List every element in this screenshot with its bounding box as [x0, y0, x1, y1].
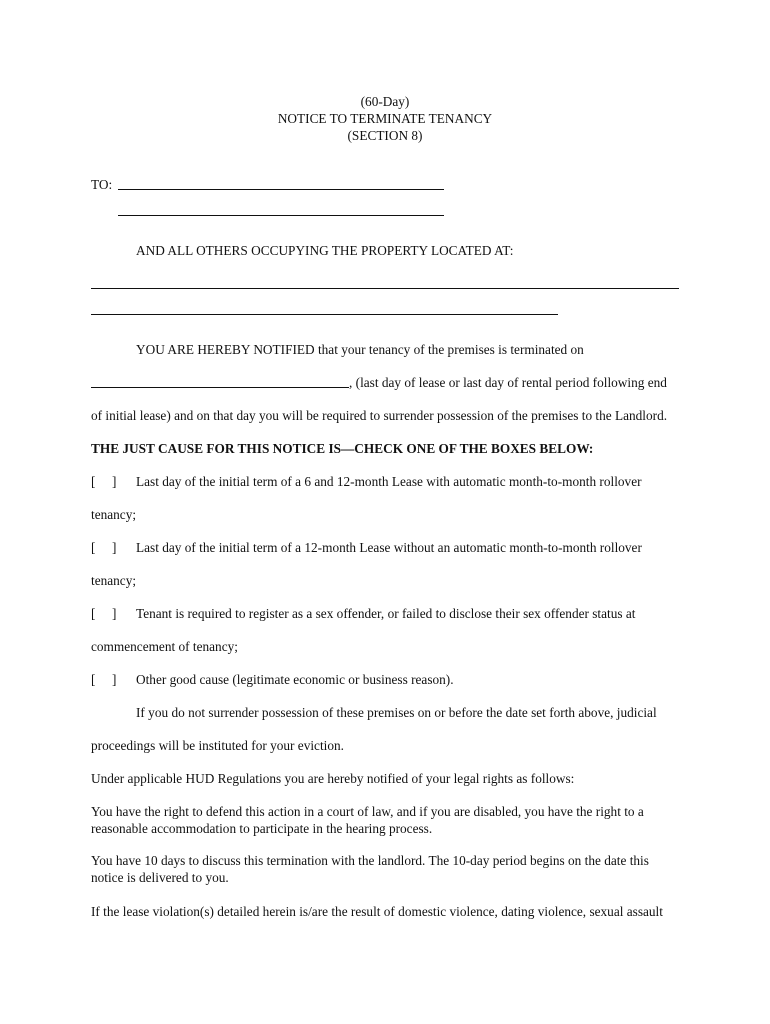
option-3-text-cont: commencement of tenancy; — [91, 639, 238, 654]
to-name-field[interactable] — [118, 177, 444, 194]
right-discuss-line-2: notice is delivered to you. — [91, 870, 229, 885]
hud-intro: Under applicable HUD Regulations you are hereby notified of your legal rights as follows: — [91, 771, 575, 786]
option-1-text: Last day of the initial term of a 6 and 12-month Lease with automatic month-to-month rollover — [136, 474, 642, 489]
surrender-line-2: proceedings will be instituted for your eviction. — [91, 738, 344, 753]
right-defend-line-2: reasonable accommodation to participate in the hearing process. — [91, 821, 433, 836]
option-2-text: Last day of the initial term of a 12-month Lease without an automatic month-to-month rollover — [136, 540, 642, 555]
property-address-field-2[interactable] — [91, 302, 558, 319]
termination-date-field[interactable] — [91, 375, 349, 392]
violation-line-1: If the lease violation(s) detailed herein is/are the result of domestic violence, dating violence, sexual assault — [91, 904, 663, 919]
option-checkbox-1[interactable]: [ ] — [91, 474, 117, 489]
option-4-text: Other good cause (legitimate economic or business reason). — [136, 672, 454, 687]
document-subtitle: (SECTION 8) — [347, 128, 423, 143]
to-name-field-2[interactable] — [118, 203, 444, 220]
option-checkbox-4[interactable]: [ ] — [91, 672, 117, 687]
to-label: TO: — [91, 177, 113, 192]
occupants-line: AND ALL OTHERS OCCUPYING THE PROPERTY LOCATED AT: — [136, 243, 514, 258]
document-title: NOTICE TO TERMINATE TENANCY — [277, 111, 493, 126]
option-checkbox-3[interactable]: [ ] — [91, 606, 117, 621]
just-cause-heading: THE JUST CAUSE FOR THIS NOTICE IS—CHECK ONE OF THE BOXES BELOW: — [91, 441, 594, 456]
option-checkbox-2[interactable]: [ ] — [91, 540, 117, 555]
notice-line-2: , (last day of lease or last day of rental period following end — [349, 375, 667, 390]
property-address-field[interactable] — [91, 276, 679, 293]
right-defend-line-1: You have the right to defend this action in a court of law, and if you are disabled, you have the right to a — [91, 804, 644, 819]
option-2-text-cont: tenancy; — [91, 573, 137, 588]
notice-line-1: YOU ARE HEREBY NOTIFIED that your tenancy of the premises is terminated on — [136, 342, 584, 357]
right-discuss-line-1: You have 10 days to discuss this termination with the landlord. The 10-day period begins on the date this — [91, 853, 649, 868]
option-3-text: Tenant is required to register as a sex offender, or failed to disclose their sex offender status at — [136, 606, 636, 621]
surrender-line-1: If you do not surrender possession of these premises on or before the date set forth above, judicial — [136, 705, 657, 720]
option-1-text-cont: tenancy; — [91, 507, 137, 522]
notice-line-3: of initial lease) and on that day you will be required to surrender possession of the premises to the Landlord. — [91, 408, 668, 423]
notice-period: (60-Day) — [360, 94, 410, 109]
